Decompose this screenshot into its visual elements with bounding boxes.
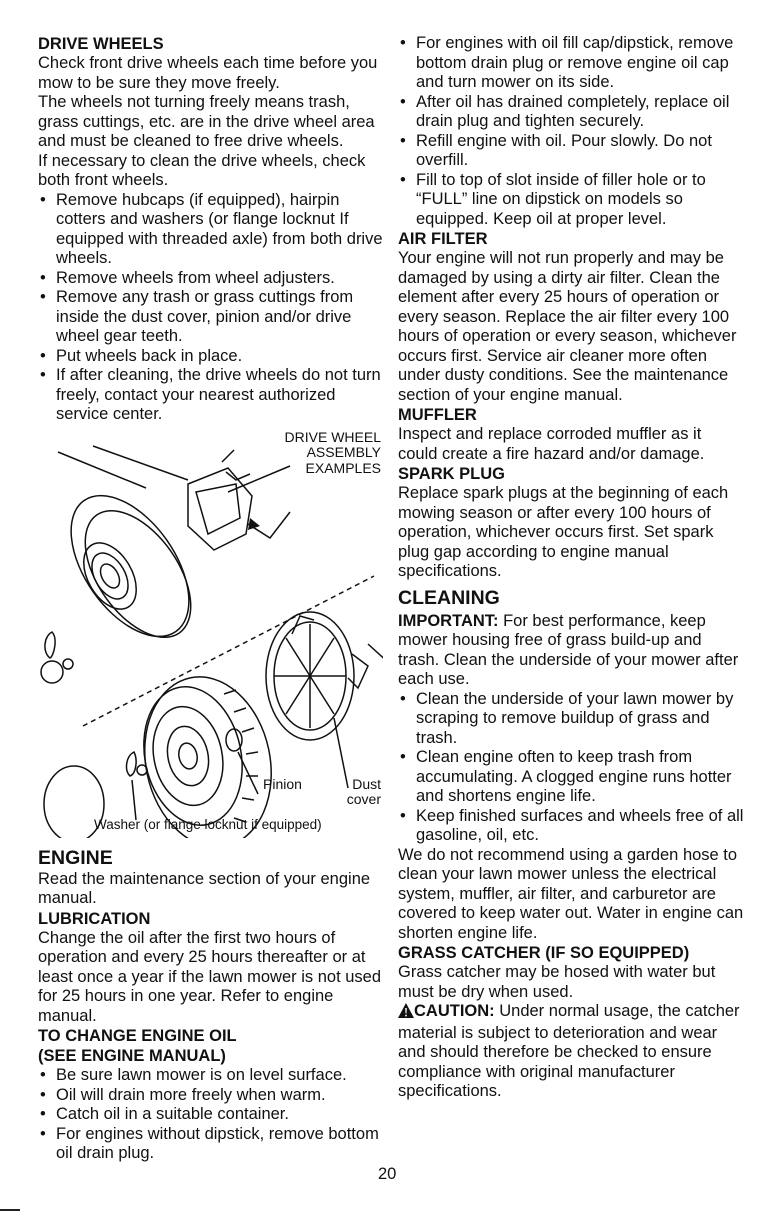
caution-para [398, 1002, 744, 1102]
muffler-para: Inspect and replace corroded muffler as it could create a fire hazard and/or damage. [398, 425, 705, 463]
assembly-label: DRIVE WHEEL ASSEMBLY EXAMPLES [284, 428, 381, 476]
drive-wheels-para-2: The wheels not turning freely means trash, grass cuttings, etc. are in the drive wheel area and must be cleaned to free drive wheels. [38, 93, 375, 150]
list-item: • For engines with oil fill cap/dipstick, remove bottom drain plug or remove engine oil cap and turn mower on its side. [398, 34, 744, 93]
grass-catcher-para: Grass catcher may be hosed with water but must be dry when used. [398, 963, 716, 1001]
muffler-heading: MUFFLER [398, 406, 477, 424]
drive-wheels-para-1: Check front drive wheels each time before you mow to be sure they move freely. [38, 54, 378, 92]
lubrication-heading: LUBRICATION [38, 909, 151, 928]
important-label: IMPORTANT: [398, 611, 499, 630]
list-item: • Be sure lawn mower is on level surface. [38, 1066, 383, 1086]
change-oil-heading-1: TO CHANGE ENGINE OIL [38, 1027, 237, 1045]
spark-plug-para: Replace spark plugs at the beginning of each mowing season or after every 100 hours of operation, whichever occurs first. Set spark plug gap according to engine manual specifications. [398, 484, 729, 580]
grass-catcher-heading: GRASS CATCHER (IF SO EQUIPPED) [398, 944, 690, 962]
important-text: For best performance, keep mower housing free of grass build-up and trash. Clean the underside of your mower after each use. [398, 611, 739, 688]
list-item: • Remove any trash or grass cuttings from inside the dust cover, pinion and/or drive wheel gear teeth. [38, 288, 383, 347]
list-item: • Remove wheels from wheel adjusters. [38, 269, 383, 289]
list-item: • If after cleaning, the drive wheels do not turn freely, contact your nearest authorized service center. [38, 366, 383, 425]
air-filter-heading: AIR FILTER [398, 230, 488, 248]
right-column [398, 34, 744, 1102]
washer-label: Washer (or flange locknut if equipped) [94, 816, 322, 832]
left-column [38, 34, 383, 1164]
list-item: • Fill to top of slot inside of filler hole or to “FULL” line on dipstick on models so equipped. Keep oil at proper level. [398, 171, 744, 230]
list-item: • Clean engine often to keep trash from accumulating. A clogged engine runs hotter and shortens engine life. [398, 748, 744, 807]
list-item: • Clean the underside of your lawn mower by scraping to remove buildup of grass and trash. [398, 690, 744, 749]
cleaning-important-para [398, 612, 744, 690]
drive-wheels-heading: DRIVE WHEELS [38, 35, 164, 53]
warning-triangle-icon [398, 1003, 414, 1024]
change-oil-steps [38, 1066, 383, 1164]
list-item: • Oil will drain more freely when warm. [38, 1086, 383, 1106]
list-item: • For engines without dipstick, remove bottom oil drain plug. [38, 1125, 383, 1164]
engine-heading: ENGINE [38, 846, 113, 869]
cleaning-para: We do not recommend using a garden hose to clean your lawn mower unless the electrical system, muffler, air filter, and carburetor are covered to keep water out. Water in engine can shorten engine life. [398, 845, 744, 942]
list-item: • Remove hubcaps (if equipped), hairpin cotters and washers (or flange locknut If equipped with threaded axle) from both drive wheels. [38, 191, 383, 269]
cleaning-heading: CLEANING [398, 586, 500, 609]
caution-text: Under normal usage, the catcher material is subject to deterioration and wear and should therefore be checked to ensure compliance with original manufacturer specifications. [398, 1002, 740, 1100]
list-item: • Refill engine with oil. Pour slowly. Do not overfill. [398, 132, 744, 171]
spark-plug-heading: SPARK PLUG [398, 465, 505, 483]
drive-wheel-drawing [38, 426, 383, 838]
air-filter-para: Your engine will not run properly and may be damaged by using a dirty air filter. Clean the element after every 25 hours of operation or every season. Replace the air filter every 100 hours of operation or every season, whichever occurs first. Service air cleaner more often under dusty conditions. See the maintenance section of your engine manual. [398, 249, 737, 404]
dust-cover-label: Dust cover [346, 775, 381, 807]
scan-edge-mark [0, 1209, 20, 1211]
drive-wheel-assembly-illustration [38, 426, 383, 838]
drive-wheels-steps [38, 191, 383, 425]
caution-label: CAUTION: [414, 1002, 495, 1020]
list-item: • After oil has drained completely, replace oil drain plug and tighten securely. [398, 93, 744, 132]
pinion-label: Pinion [263, 775, 302, 792]
list-item: • Keep finished surfaces and wheels free of all gasoline, oil, etc. [398, 807, 744, 846]
engine-para: Read the maintenance section of your engine manual. [38, 869, 371, 907]
oil-steps-continued [398, 34, 744, 229]
list-item: • Put wheels back in place. [38, 347, 383, 367]
lubrication-para: Change the oil after the first two hours of operation and every 25 hours thereafter or at least once a year if the lawn mower is not used for 25 hours in one year. Refer to engine manual. [38, 928, 382, 1025]
page-number: 20 [378, 1165, 397, 1183]
list-item: • Catch oil in a suitable container. [38, 1105, 383, 1125]
change-oil-heading-2: (SEE ENGINE MANUAL) [38, 1047, 226, 1065]
drive-wheels-para-3: If necessary to clean the drive wheels, check both front wheels. [38, 151, 366, 189]
cleaning-steps [398, 690, 744, 846]
